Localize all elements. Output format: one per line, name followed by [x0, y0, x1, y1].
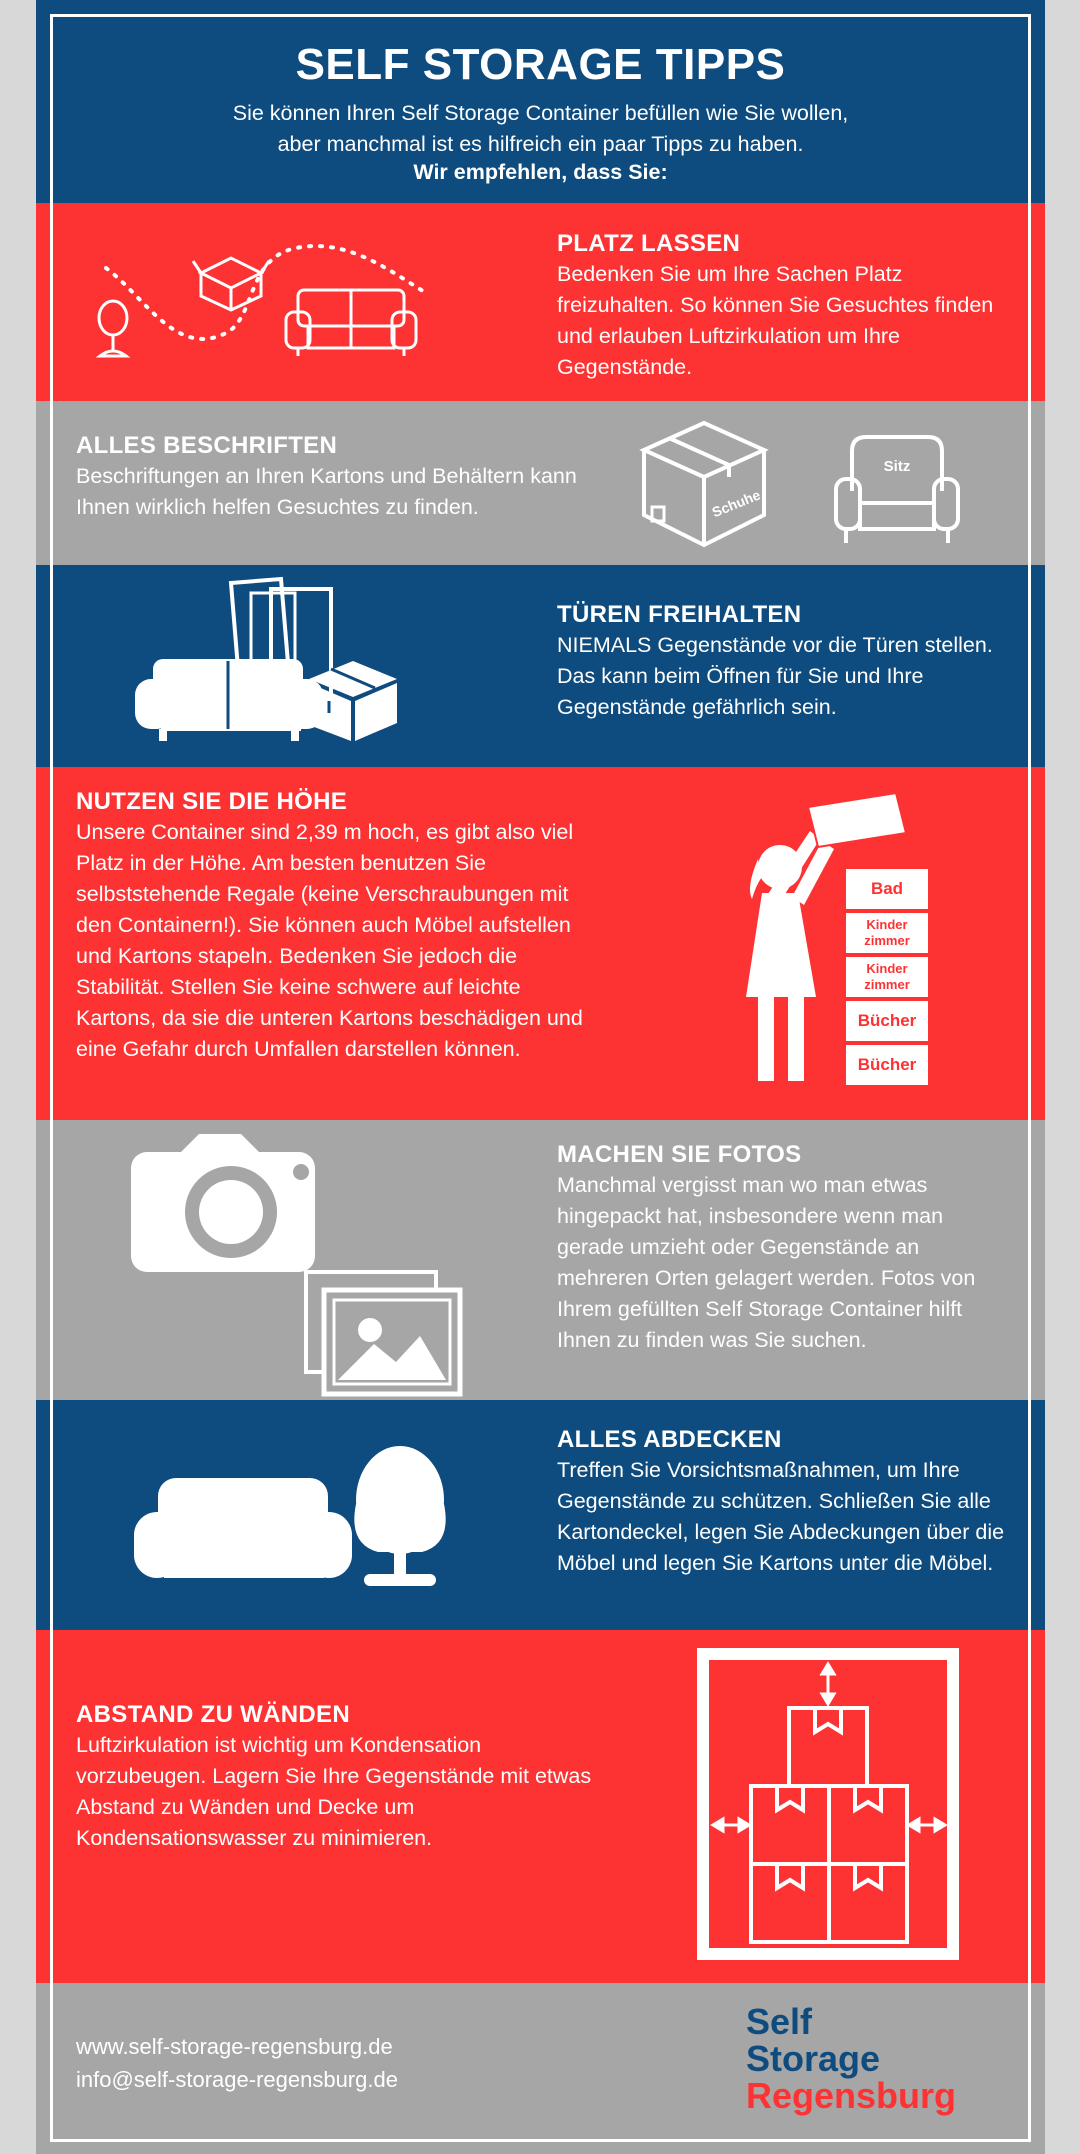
section-alles-abdecken [36, 1400, 1045, 1630]
open-box-icon [193, 258, 269, 310]
website-link[interactable]: www.self-storage-regensburg.de [76, 2034, 393, 2059]
section-body: Beschriftungen an Ihren Kartons und Behältern kann Ihnen wirklich helfen Gesuchtes zu finden. [76, 464, 577, 519]
section-tueren-freihalten [36, 565, 1045, 767]
abstand-text [76, 1700, 596, 1854]
header-section [36, 0, 1045, 203]
infographic [36, 0, 1045, 2154]
logo-line-self: Self [746, 2001, 813, 2042]
page-subtitle [36, 98, 1045, 160]
page-title: SELF STORAGE TIPPS [295, 40, 786, 89]
section-nutzen-sie-die-hoehe [36, 767, 1045, 1120]
section-title: NUTZEN SIE DIE HÖHE [76, 788, 348, 815]
section-title: ALLES ABDECKEN [557, 1426, 782, 1453]
logo-line-storage: Storage [746, 2038, 881, 2079]
fotos-text [557, 1140, 1012, 1356]
chair-icon [348, 1444, 458, 1594]
sofa-icon [134, 1478, 354, 1588]
container-layout-icon [695, 1646, 965, 1966]
labeled-box-icon [634, 415, 774, 555]
section-body: Luftzirkulation ist wichtig um Kondensation vorzubeugen. Lagern Sie Ihre Gegenstände mit etwas Abstand zu Wänden und Decke um Kondensationswasser zu minimieren. [76, 1733, 592, 1850]
stack-box-label: Kinder zimmer [846, 913, 928, 953]
section-title: ABSTAND ZU WÄNDEN [76, 1701, 350, 1728]
section-body: Unsere Container sind 2,39 m hoch, es gibt also viel Platz in der Höhe. Am besten benutzen Sie selbststehende Regale (keine Verschraubungen mit den Containern!). Sie können auch Möbel aufstellen und Kartons stapeln. Bedenken Sie jedoch die Stabilität. Stellen Sie keine schwere auf leichte Kartons, da sie die unteren Kartons beschädigen und eine Gefahr durch Umfallen darstellen können. [76, 820, 583, 1061]
abdecken-text [557, 1425, 1012, 1579]
email-link[interactable]: info@self-storage-regensburg.de [76, 2067, 398, 2092]
section-title: TÜREN FREIHALTEN [557, 601, 802, 628]
subtitle-line-1: Sie können Ihren Self Storage Container befüllen wie Sie wollen, [232, 101, 849, 125]
hoehe-text [76, 787, 606, 1065]
section-machen-sie-fotos [36, 1120, 1045, 1400]
armchair-icon [832, 431, 962, 551]
platz-lassen-text [557, 229, 1012, 383]
logo-line-regensburg: Regensburg [746, 2075, 957, 2116]
picture-icon [304, 1270, 464, 1400]
stack-box-label: Kinder zimmer [846, 957, 928, 997]
section-body: Treffen Sie Vorsichtsmaßnahmen, um Ihre Gegenstände zu schützen. Schließen Sie alle Kartondeckel, legen Sie Abdeckungen über die Möbel und legen Sie Kartons unter die Möbel. [557, 1458, 1005, 1575]
sofa-icon [135, 659, 323, 741]
boxes-icon [309, 661, 397, 741]
subtitle-line-2: aber manchmal ist es hilfreich ein paar Tipps zu haben. [277, 132, 804, 156]
section-title: MACHEN SIE FOTOS [557, 1141, 802, 1168]
platz-lassen-illustration [86, 238, 446, 378]
section-alles-beschriften [36, 401, 1045, 565]
section-platz-lassen [36, 203, 1045, 401]
section-body: NIEMALS Gegenstände vor die Türen stellen. Das kann beim Öffnen für Sie und Ihre Gegenstände gefährlich sein. [557, 633, 993, 719]
footer-contact [76, 2030, 398, 2096]
box-label: Schuhe [709, 486, 763, 521]
stack-box-label: Bücher [846, 1001, 928, 1041]
tueren-text [557, 600, 1012, 723]
stack-box-label: Bücher [846, 1045, 928, 1085]
tueren-illustration [131, 579, 421, 759]
section-title: PLATZ LASSEN [557, 230, 741, 257]
section-title: ALLES BESCHRIFTEN [76, 432, 338, 459]
section-abstand-zu-waenden [36, 1630, 1045, 1983]
section-body: Bedenken Sie um Ihre Sachen Platz freizuhalten. So können Sie Gesuchtes finden und erlauben Luftzirkulation um Ihre Gegenstände. [557, 262, 994, 379]
section-body: Manchmal vergisst man wo man etwas hingepackt hat, insbesondere wenn man gerade umzieht oder Gegenstände an mehreren Orten gelagert werden. Fotos von Ihrem gefüllten Self Storage Container hilft Ihnen zu finden was Sie suchen. [557, 1173, 976, 1352]
beschriften-text [76, 431, 606, 523]
recommendation-lead: Wir empfehlen, dass Sie: [413, 160, 668, 184]
sofa-icon [286, 290, 416, 356]
company-logo [746, 2003, 956, 2114]
chair-label: Sitz [883, 458, 911, 475]
camera-icon [131, 1132, 331, 1272]
stack-box-label: Bad [846, 869, 928, 909]
mirror-icon [99, 301, 127, 356]
